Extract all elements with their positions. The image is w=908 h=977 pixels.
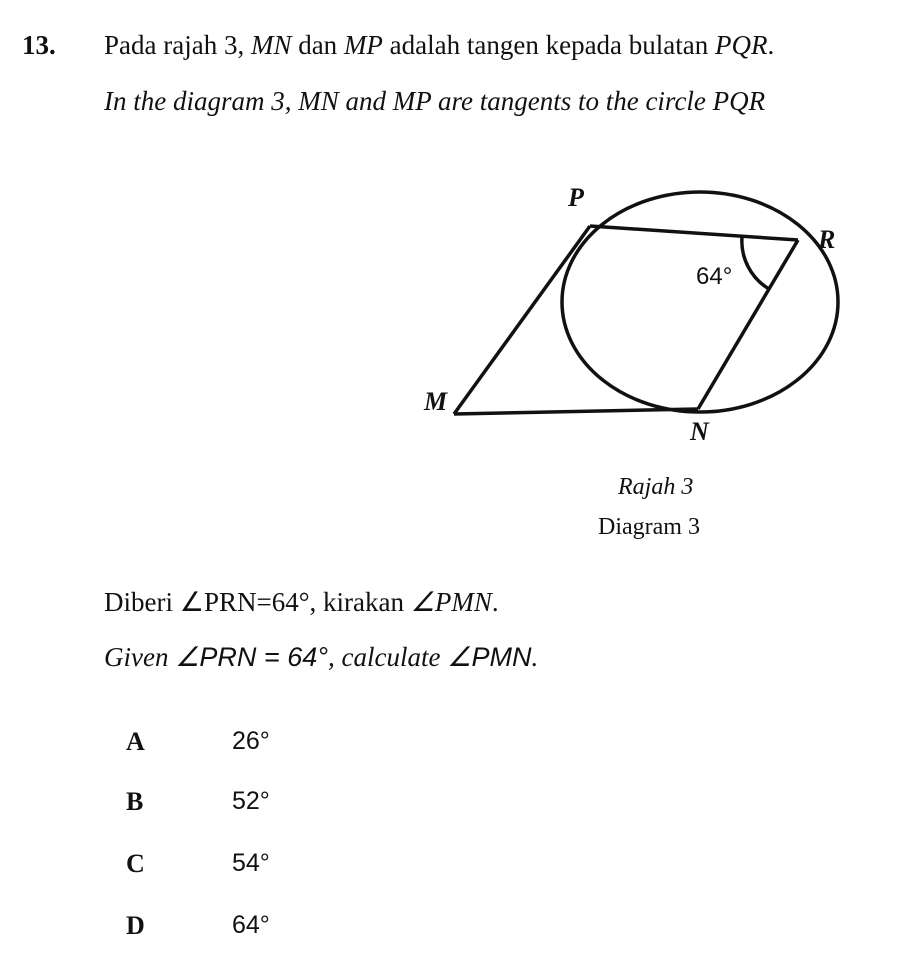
label-n: N [690,417,709,446]
tangent-mn [454,409,698,414]
question-number: 13. [22,30,56,60]
option-d-value[interactable]: 64° [232,911,270,939]
question-text-english: In the diagram 3, MN and MP are tangents to the circle PQR [104,86,766,116]
question-text-malay [104,30,774,61]
label-p: P [568,183,584,212]
geometry-diagram [370,162,890,482]
angle-arc-r [742,237,769,289]
malay-circle: PQR [715,30,768,60]
malay-mn: MN [250,30,292,60]
option-b-value[interactable]: 52° [232,787,270,815]
circle-tangent-figure [370,162,890,482]
angle-label-64: 64° [696,263,733,290]
given-eng-angle2: ∠PMN [447,642,532,672]
given-text-english [104,642,538,673]
malay-mp: MP [343,30,383,60]
given-malay-angle2: ∠PMN [410,587,492,617]
malay-prefix: Pada rajah 3, [104,30,251,60]
tangent-mp [454,226,590,414]
label-m: M [424,387,448,416]
option-d-letter[interactable]: D [126,911,145,940]
malay-suffix: adalah tangen kepada bulatan [382,30,716,60]
label-r: R [818,225,836,254]
option-b-letter[interactable]: B [126,787,144,816]
circle-pqr [562,192,838,412]
given-eng-angle1: ∠PRN = 64° [175,642,329,672]
option-a-value[interactable]: 26° [232,727,270,755]
given-eng-end: . [531,642,539,672]
chord-pr [590,226,798,240]
given-malay-angle1: ∠PRN=64° [179,587,310,617]
option-a-letter[interactable]: A [126,727,145,756]
diagram-caption-english: Diagram 3 [598,514,700,540]
option-c-value[interactable]: 54° [232,849,270,877]
diagram-caption-malay: Rajah 3 [618,474,694,500]
malay-end: . [767,30,775,60]
given-eng-mid: , calculate [328,642,448,672]
option-c-letter[interactable]: C [126,849,145,878]
malay-mid: dan [291,30,344,60]
given-malay-prefix: Diberi [104,587,180,617]
given-malay-mid: , kirakan [309,587,411,617]
given-malay-end: . [491,587,499,617]
given-text-malay [104,587,499,618]
given-eng-prefix: Given [104,642,176,672]
